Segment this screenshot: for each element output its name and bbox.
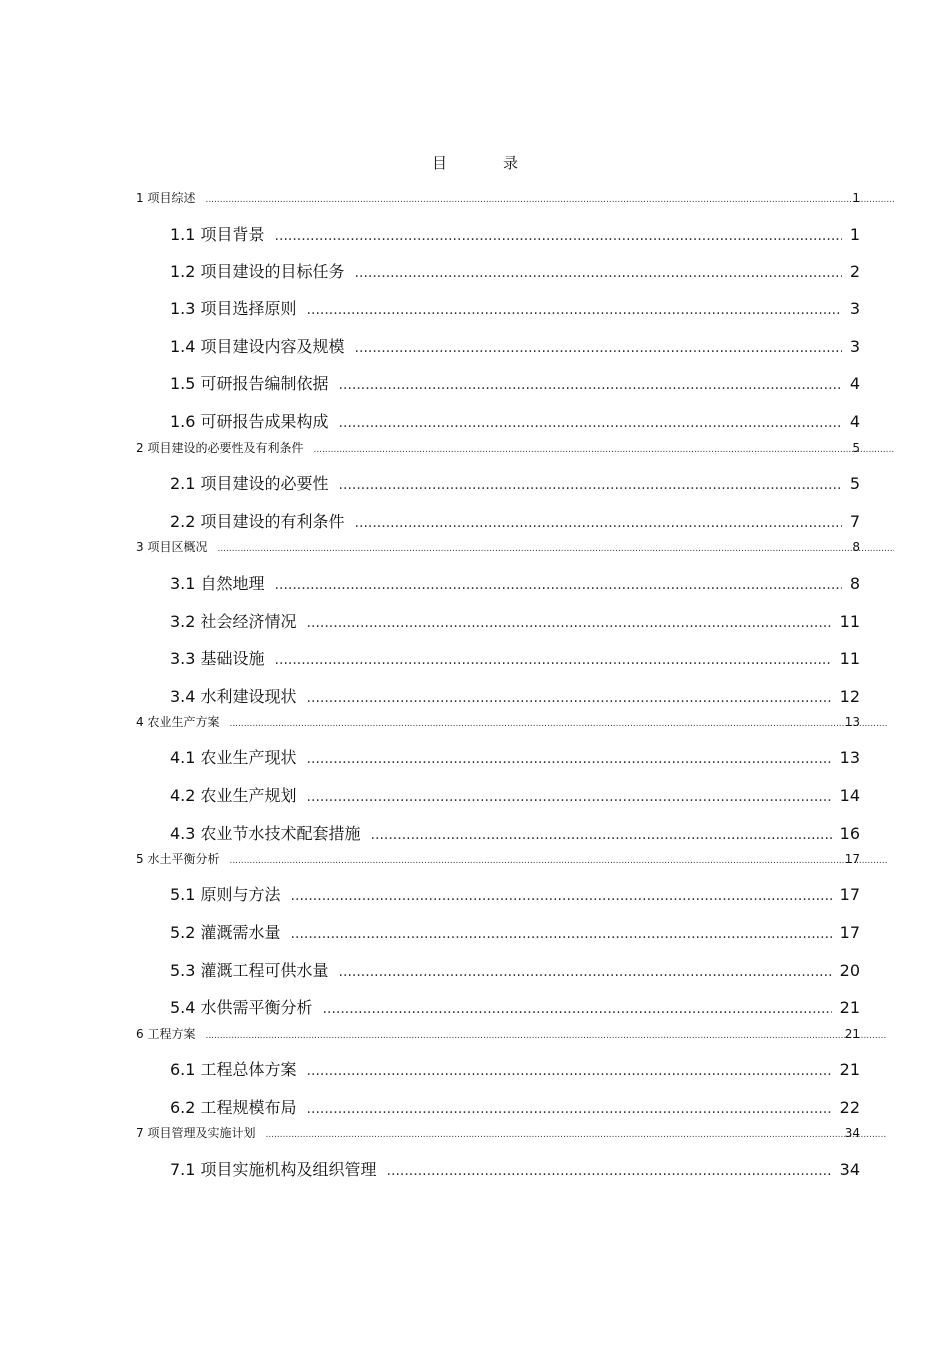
toc-entry-label: 3.3 基础设施: [170, 649, 265, 668]
toc-entry-label: 7 项目管理及实施计划: [136, 1126, 256, 1140]
toc-entry-page: 2: [849, 262, 860, 281]
toc-entry-page: 21: [839, 1060, 860, 1079]
toc-dot-leader: [275, 228, 842, 244]
toc-entry-label: 2.1 项目建设的必要性: [170, 474, 329, 493]
toc-section-entry[interactable]: [170, 609, 860, 632]
toc-section-entry[interactable]: [170, 1095, 860, 1118]
toc-dot-leader: [339, 477, 842, 493]
toc-dot-leader: [229, 719, 886, 729]
toc-section-entry[interactable]: [170, 259, 860, 282]
toc-entry-label: 4.1 农业生产现状: [170, 748, 297, 767]
toc-entry-label: 6.1 工程总体方案: [170, 1060, 297, 1079]
toc-section-entry[interactable]: [170, 1057, 860, 1080]
toc-entry-page: 20: [839, 961, 860, 980]
toc-dot-leader: [339, 964, 832, 980]
toc-entry-page: 3: [849, 299, 860, 318]
toc-section-entry[interactable]: [170, 509, 860, 532]
toc-entry-label: 1.4 项目建设内容及规模: [170, 337, 345, 356]
toc-entry-page: 21: [839, 998, 860, 1017]
toc-section-entry[interactable]: [170, 371, 860, 394]
toc-chapter-entry[interactable]: [136, 538, 878, 555]
toc-entry-label: 4 农业生产方案: [136, 715, 220, 729]
toc-chapter-entry[interactable]: [136, 439, 878, 456]
toc-entry-page: 7: [849, 512, 860, 531]
toc-entry-label: 3.2 社会经济情况: [170, 612, 297, 631]
toc-entry-page: 14: [839, 786, 860, 805]
toc-section-entry[interactable]: [170, 958, 860, 981]
toc-section-entry[interactable]: [170, 334, 860, 357]
toc-entry-page: 13: [844, 715, 860, 729]
toc-entry-page: 17: [839, 885, 860, 904]
toc-section-entry[interactable]: [170, 409, 860, 432]
toc-dot-leader: [275, 652, 832, 668]
toc-entry-label: 5.3 灌溉工程可供水量: [170, 961, 329, 980]
toc-dot-leader: [313, 445, 894, 455]
toc-entry-page: 5: [849, 474, 860, 493]
toc-entry-page: 8: [852, 540, 860, 554]
toc-dot-leader: [307, 1101, 832, 1117]
toc-entry-page: 17: [839, 923, 860, 942]
toc-entry-page: 34: [839, 1160, 860, 1179]
toc-entry-page: 3: [849, 337, 860, 356]
toc-dot-leader: [371, 827, 832, 843]
toc-entry-label: 4.3 农业节水技术配套措施: [170, 824, 361, 843]
toc-dot-leader: [339, 415, 842, 431]
toc-entry-label: 2.2 项目建设的有利条件: [170, 512, 345, 531]
toc-entry-label: 1.5 可研报告编制依据: [170, 374, 329, 393]
toc-dot-leader: [291, 888, 832, 904]
toc-entry-label: 1.1 项目背景: [170, 225, 265, 244]
toc-entry-page: 11: [839, 612, 860, 631]
toc-dot-leader: [307, 789, 832, 805]
toc-title-left: 目: [431, 154, 447, 172]
toc-chapter-entry[interactable]: [136, 1025, 878, 1042]
toc-dot-leader: [307, 690, 832, 706]
toc-dot-leader: [205, 1031, 886, 1041]
toc-section-entry[interactable]: [170, 920, 860, 943]
toc-section-entry[interactable]: [170, 471, 860, 494]
toc-section-entry[interactable]: [170, 571, 860, 594]
toc-dot-leader: [217, 544, 894, 554]
toc-section-entry[interactable]: [170, 1157, 860, 1180]
toc-entry-page: 16: [839, 824, 860, 843]
toc-entry-page: 17: [844, 852, 860, 866]
toc-dot-leader: [307, 751, 832, 767]
toc-dot-leader: [307, 302, 842, 318]
toc-entry-label: 1 项目综述: [136, 191, 196, 205]
toc-chapter-entry[interactable]: [136, 850, 878, 867]
toc-section-entry[interactable]: [170, 296, 860, 319]
toc-entry-page: 22: [839, 1098, 860, 1117]
toc-entry-page: 1: [852, 191, 860, 205]
toc-entry-page: 1: [849, 225, 860, 244]
toc-entry-page: 12: [839, 687, 860, 706]
toc-section-entry[interactable]: [170, 783, 860, 806]
toc-dot-leader: [205, 195, 894, 205]
toc-section-entry[interactable]: [170, 882, 860, 905]
toc-entry-label: 5 水土平衡分析: [136, 852, 220, 866]
toc-entry-label: 6.2 工程规模布局: [170, 1098, 297, 1117]
toc-dot-leader: [355, 515, 842, 531]
toc-chapter-entry[interactable]: [136, 713, 878, 730]
toc-entry-label: 1.3 项目选择原则: [170, 299, 297, 318]
toc-dot-leader: [307, 615, 832, 631]
toc-entry-label: 5.2 灌溉需水量: [170, 923, 281, 942]
toc-entry-label: 5.1 原则与方法: [170, 885, 281, 904]
toc-dot-leader: [307, 1063, 832, 1079]
toc-entry-page: 8: [849, 574, 860, 593]
toc-dot-leader: [339, 377, 842, 393]
toc-dot-leader: [323, 1001, 832, 1017]
toc-section-entry[interactable]: [170, 995, 860, 1018]
toc-entry-page: 4: [849, 374, 860, 393]
toc-entry-label: 1.2 项目建设的目标任务: [170, 262, 345, 281]
toc-dot-leader: [291, 926, 832, 942]
toc-dot-leader: [275, 577, 842, 593]
toc-entry-page: 34: [844, 1126, 860, 1140]
toc-entry-page: 13: [839, 748, 860, 767]
toc-entry-page: 5: [852, 441, 860, 455]
toc-chapter-entry[interactable]: [136, 1124, 878, 1141]
toc-entry-label: 4.2 农业生产规划: [170, 786, 297, 805]
toc-section-entry[interactable]: [170, 684, 860, 707]
toc-dot-leader: [265, 1130, 886, 1140]
toc-entry-page: 21: [844, 1027, 860, 1041]
toc-section-entry[interactable]: [170, 821, 860, 844]
toc-title-right: 录: [503, 154, 519, 172]
toc-entry-label: 5.4 水供需平衡分析: [170, 998, 313, 1017]
toc-entry-page: 11: [839, 649, 860, 668]
toc-chapter-entry[interactable]: [136, 189, 878, 206]
toc-entry-page: 4: [849, 412, 860, 431]
toc-entry-label: 7.1 项目实施机构及组织管理: [170, 1160, 377, 1179]
toc-entry-label: 1.6 可研报告成果构成: [170, 412, 329, 431]
toc-dot-leader: [229, 856, 886, 866]
toc-entry-label: 2 项目建设的必要性及有利条件: [136, 441, 304, 455]
toc-section-entry[interactable]: [170, 646, 860, 669]
toc-section-entry[interactable]: [170, 222, 860, 245]
toc-entry-label: 6 工程方案: [136, 1027, 196, 1041]
toc-entry-label: 3.4 水利建设现状: [170, 687, 297, 706]
toc-dot-leader: [355, 265, 842, 281]
toc-entry-label: 3.1 自然地理: [170, 574, 265, 593]
toc-title: [0, 152, 950, 173]
toc-dot-leader: [387, 1163, 832, 1179]
toc-entry-label: 3 项目区概况: [136, 540, 208, 554]
toc-section-entry[interactable]: [170, 745, 860, 768]
toc-dot-leader: [355, 340, 842, 356]
